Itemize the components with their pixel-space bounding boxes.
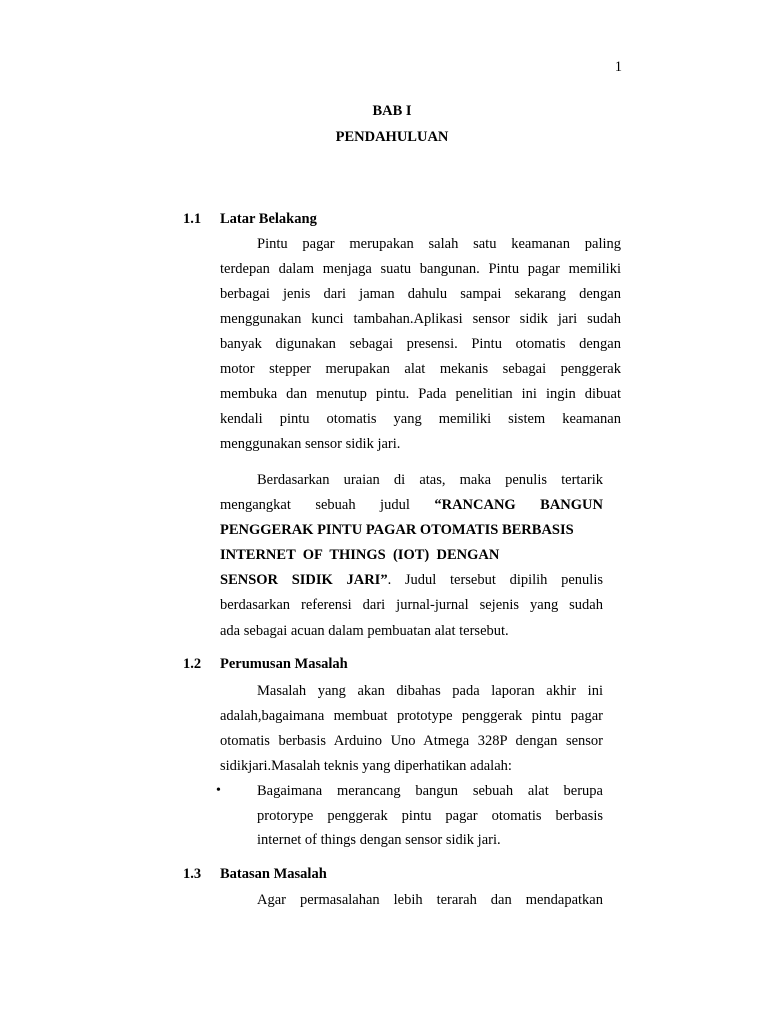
paragraph-line: banyak digunakan sebagai presensi. Pintu otomatis dengan (220, 336, 621, 352)
paragraph-line: membuka dan menutup pintu. Pada penelitian ini ingin dibuat (220, 386, 621, 402)
text-run: . Judul tersebut dipilih penulis (387, 572, 603, 588)
paragraph-line: terdepan dalam menjaga suatu bangunan. Pintu pagar memiliki (220, 261, 621, 277)
paragraph-line: ada sebagai acuan dalam pembuatan alat tersebut. (220, 623, 509, 639)
chapter-label: BAB I (372, 103, 412, 119)
title-text-bold: INTERNET OF THINGS (IOT) DENGAN (220, 547, 500, 563)
bullet-icon: • (216, 783, 221, 798)
paragraph-line: Pintu pagar merupakan salah satu keamanan paling (257, 236, 621, 252)
paragraph-line: kendali pintu otomatis yang memiliki sistem keamanan (220, 411, 621, 427)
paragraph-line: Masalah yang akan dibahas pada laporan akhir ini (257, 683, 603, 699)
paragraph-line: motor stepper merupakan alat mekanis sebagai penggerak (220, 361, 621, 377)
paragraph-line: menggunakan kunci tambahan.Aplikasi sensor sidik jari sudah (220, 311, 621, 327)
section-title-batasan-masalah: Batasan Masalah (220, 866, 327, 882)
paragraph-line: berdasarkan referensi dari jurnal-jurnal sejenis yang sudah (220, 597, 603, 613)
paragraph-line (220, 495, 603, 515)
section-number-1-3: 1.3 (183, 866, 202, 882)
list-item-line: protorype penggerak pintu pagar otomatis berbasis (257, 808, 603, 824)
title-text-bold: SENSOR SIDIK JARI” (220, 572, 388, 588)
section-title-perumusan-masalah: Perumusan Masalah (220, 656, 348, 672)
paragraph-line: menggunakan sensor sidik jari. (220, 436, 401, 452)
paragraph-line: sidikjari.Masalah teknis yang diperhatikan adalah: (220, 758, 512, 774)
paragraph-line: berbagai jenis dari jaman dahulu sampai sekarang dengan (220, 286, 621, 302)
page-number: 1 (614, 59, 622, 75)
paragraph-line: otomatis berbasis Arduino Uno Atmega 328P dengan sensor (220, 733, 603, 749)
text-run: mengangkat sebuah judul (220, 497, 435, 513)
paragraph-line: adalah,bagaimana membuat prototype penggerak pintu pagar (220, 708, 603, 724)
title-text-bold: “RANCANG BANGUN (434, 497, 604, 513)
section-number-1-2: 1.2 (183, 656, 202, 672)
chapter-title: PENDAHULUAN (335, 129, 449, 145)
title-text-bold: PENGGERAK PINTU PAGAR OTOMATIS BERBASIS (220, 522, 574, 538)
list-item-line: Bagaimana merancang bangun sebuah alat berupa (257, 783, 603, 799)
paragraph-line (220, 570, 603, 590)
section-number-1-1: 1.1 (183, 211, 202, 227)
list-item-line: internet of things dengan sensor sidik jari. (257, 832, 501, 848)
section-title-latar-belakang: Latar Belakang (220, 211, 317, 227)
paragraph-line: Berdasarkan uraian di atas, maka penulis tertarik (257, 472, 603, 488)
paragraph-line: Agar permasalahan lebih terarah dan mendapatkan (257, 892, 603, 908)
